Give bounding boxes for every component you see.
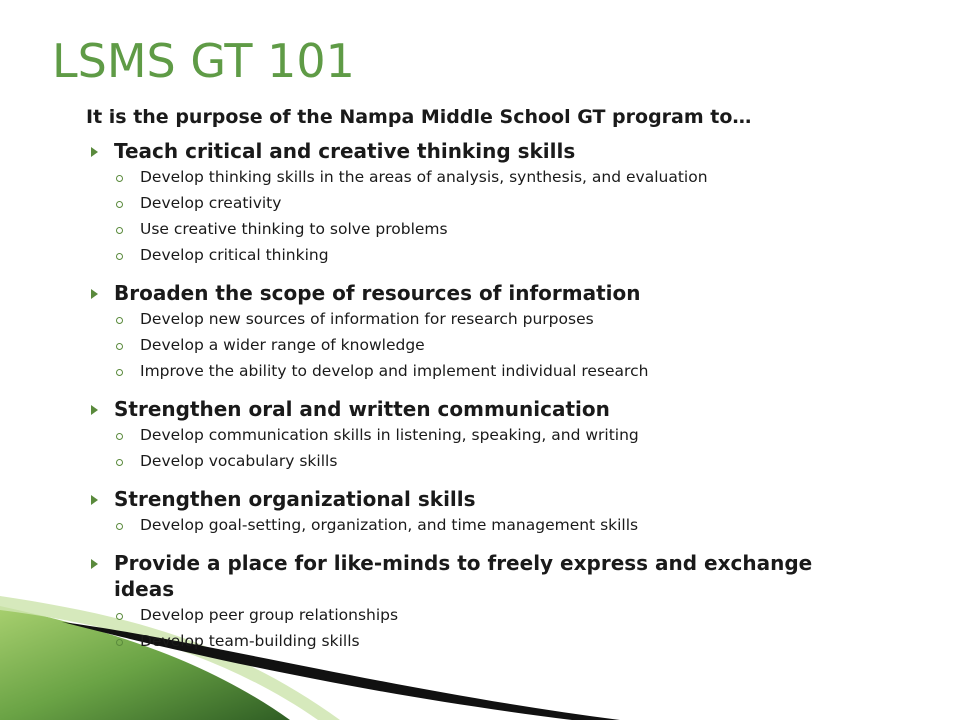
- triangle-bullet-icon: [91, 405, 98, 415]
- sub-bullet: [86, 332, 866, 358]
- sub-bullet: [86, 422, 866, 448]
- sub-bullet-text: Develop new sources of information for research purposes: [140, 310, 594, 328]
- sub-bullet: [86, 164, 866, 190]
- bullet-point: [86, 280, 866, 306]
- bullet-point: [86, 396, 866, 422]
- ring-bullet-icon: [116, 433, 123, 440]
- bullet-section: [86, 280, 866, 384]
- sub-bullet: [86, 216, 866, 242]
- slide-body: [86, 96, 866, 654]
- bullet-point: [86, 550, 866, 602]
- bullet-point: [86, 138, 866, 164]
- bullet-section: [86, 550, 866, 654]
- sub-bullet-text: Develop vocabulary skills: [140, 452, 338, 470]
- ring-bullet-icon: [116, 227, 123, 234]
- triangle-bullet-icon: [91, 495, 98, 505]
- sub-bullet: [86, 306, 866, 332]
- intro-line: It is the purpose of the Nampa Middle School GT program to…: [86, 106, 752, 128]
- bullet-point-text: Strengthen organizational skills: [114, 487, 476, 511]
- triangle-bullet-icon: [91, 289, 98, 299]
- bullet-point: [86, 486, 866, 512]
- ring-bullet-icon: [116, 369, 123, 376]
- ring-bullet-icon: [116, 613, 123, 620]
- ring-bullet-icon: [116, 175, 123, 182]
- ring-bullet-icon: [116, 201, 123, 208]
- ring-bullet-icon: [116, 523, 123, 530]
- sub-bullet-text: Develop communication skills in listening, speaking, and writing: [140, 426, 639, 444]
- bullet-point-text: Broaden the scope of resources of information: [114, 281, 641, 305]
- sub-bullet-text: Develop team-building skills: [140, 632, 360, 650]
- bullet-point-text: Provide a place for like-minds to freely express and exchange ideas: [114, 551, 813, 601]
- sub-bullet: [86, 358, 866, 384]
- triangle-bullet-icon: [91, 147, 98, 157]
- triangle-bullet-icon: [91, 559, 98, 569]
- ring-bullet-icon: [116, 317, 123, 324]
- sub-bullet-text: Develop peer group relationships: [140, 606, 399, 624]
- sub-bullet: [86, 190, 866, 216]
- sub-bullet-list: [86, 306, 866, 384]
- sub-bullet: [86, 628, 866, 654]
- ring-bullet-icon: [116, 639, 123, 646]
- sub-bullet: [86, 448, 866, 474]
- sub-bullet-list: [86, 602, 866, 654]
- sub-bullet-list: [86, 512, 866, 538]
- ring-bullet-icon: [116, 459, 123, 466]
- bullet-section: [86, 396, 866, 474]
- sub-bullet-text: Improve the ability to develop and implement individual research: [140, 362, 649, 380]
- sub-bullet: [86, 512, 866, 538]
- sub-bullet: [86, 242, 866, 268]
- sub-bullet-text: Develop goal-setting, organization, and time management skills: [140, 516, 639, 534]
- bullet-section: [86, 138, 866, 268]
- bullet-point-text: Teach critical and creative thinking skills: [114, 139, 576, 163]
- bullet-point-text: Strengthen oral and written communication: [114, 397, 610, 421]
- ring-bullet-icon: [116, 343, 123, 350]
- sub-bullet-list: [86, 422, 866, 474]
- sub-bullet-text: Develop a wider range of knowledge: [140, 336, 425, 354]
- ring-bullet-icon: [116, 253, 123, 260]
- sub-bullet-text: Use creative thinking to solve problems: [140, 220, 448, 238]
- sub-bullet-list: [86, 164, 866, 268]
- sub-bullet-text: Develop creativity: [140, 194, 282, 212]
- bullet-section: [86, 486, 866, 538]
- sub-bullet: [86, 602, 866, 628]
- sub-bullet-text: Develop thinking skills in the areas of analysis, synthesis, and evaluation: [140, 168, 708, 186]
- slide-title: LSMS GT 101: [52, 34, 355, 88]
- sub-bullet-text: Develop critical thinking: [140, 246, 329, 264]
